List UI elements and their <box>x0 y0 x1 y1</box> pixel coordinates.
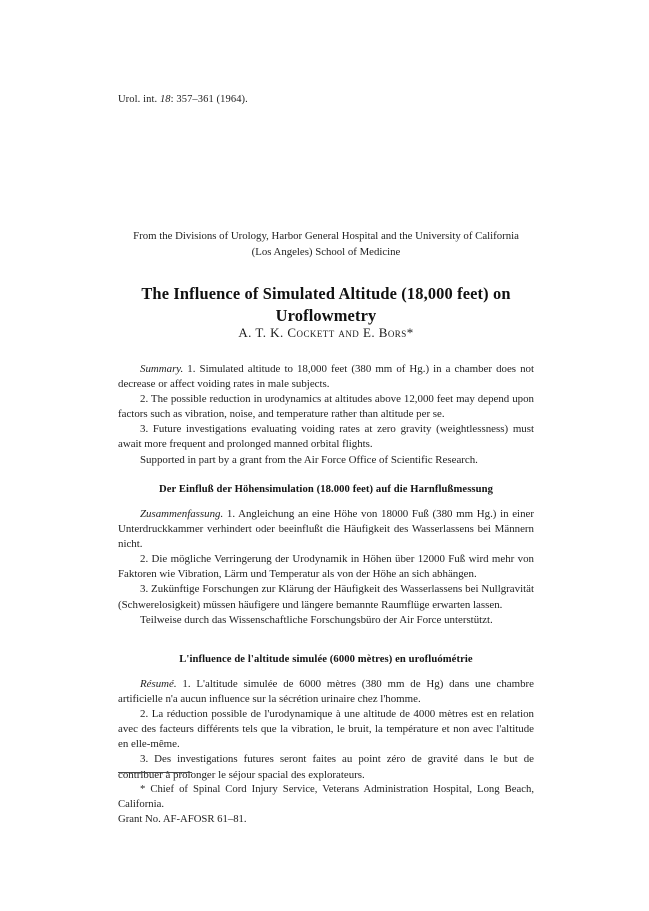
title-line-1: The Influence of Simulated Altitude (18,000 feet) on <box>141 283 511 303</box>
summary-en-text-1: 1. Simulated altitude to 18,000 feet (380 mm of Hg.) in a chamber does not decrease or affect voiding rates in male subjects. <box>118 363 534 391</box>
summary-fr-text-1: 1. L'altitude simulée de 6000 mètres (380 mm de Hg) dans une chambre artificielle n'a aucun influence sur la sécrétion urinaire chez l'homme. <box>118 678 534 706</box>
summary-de-paragraph-4: Teilweise durch das Wissenschaftliche Forschungsbüro der Air Force unterstützt. <box>140 613 493 626</box>
footnote-line-1: * Chief of Spinal Cord Injury Service, Veterans Administration Hospital, Long Beach, California. <box>118 783 534 810</box>
journal-pages: : 357–361 (1964). <box>170 94 248 105</box>
affiliation-line-2: (Los Angeles) School of Medicine <box>251 246 401 258</box>
summary-de-lead: Zusammenfassung. <box>140 508 224 520</box>
summary-de-paragraph-1 <box>118 507 534 552</box>
summary-de-paragraph-2: 2. Die mögliche Verringerung der Urodynamik in Höhen über 12000 Fuß wird mehr von Faktoren wie Vibration, Lärm und Temperatur als von der Höhe an sich abhängen. <box>118 553 534 581</box>
footnote <box>118 782 534 827</box>
author-list: A. T. K. Cockett and E. Bors* <box>238 325 414 340</box>
summary-german <box>118 507 534 628</box>
heading-french: L'influence de l'altitude simulée (6000 mètres) en urofluómétrie <box>179 654 473 665</box>
summary-fr-lead: Résumé. <box>140 678 177 690</box>
page-title <box>118 283 534 327</box>
summary-en-paragraph-4: Supported in part by a grant from the Air Force Office of Scientific Research. <box>140 453 478 466</box>
summary-fr-paragraph-1 <box>118 677 534 707</box>
summary-french <box>118 677 534 783</box>
footnote-line-2: Grant No. AF-AFOSR 61–81. <box>118 813 247 825</box>
summary-fr-paragraph-3: 3. Des investigations futures seront faites au point zéro de gravité dans le but de contribuer à prolonger le séjour spacial des explorateurs. <box>118 753 534 781</box>
affiliation <box>118 228 534 260</box>
journal-name: Urol. int. <box>118 94 160 105</box>
summary-en-paragraph-1 <box>118 362 534 392</box>
journal-volume: 18 <box>159 94 171 105</box>
affiliation-line-1: From the Divisions of Urology, Harbor General Hospital and the University of California <box>133 230 519 242</box>
summary-en-lead: Summary. <box>140 363 184 375</box>
summary-de-text-1: 1. Angleichung an eine Höhe von 18000 Fuß (380 mm Hg.) in einer Unterdruckkammer verhindert oder beeinflußt die Häufigkeit des Wasserlassens bei Männern nicht. <box>118 508 534 551</box>
summary-en-paragraph-3: 3. Future investigations evaluating voiding rates at zero gravity (weightlessness) must await more frequent and prolonged manned orbital flights. <box>118 423 534 451</box>
summary-en-paragraph-2: 2. The possible reduction in urodynamics at altitudes above 12,000 feet may depend upon factors such as vibration, noise, and temperature rather than altitude per se. <box>118 393 534 421</box>
summary-fr-paragraph-2: 2. La réduction possible de l'urodynamique à une altitude de 4000 mètres est en relation avec des facteurs différents tels que la vibration, le bruit, la température et non avec l'altitude en elle-même. <box>118 708 534 751</box>
title-line-2: Uroflowmetry <box>275 305 377 325</box>
heading-german: Der Einfluß der Höhensimulation (18.000 feet) auf die Harnflußmessung <box>158 484 494 495</box>
summary-english <box>118 362 534 468</box>
journal-reference <box>118 94 248 105</box>
footnote-divider <box>118 772 192 773</box>
summary-de-paragraph-3: 3. Zukünftige Forschungen zur Klärung der Häufigkeit des Wasserlassens bei Nullgravität (Schwerelosigkeit) müssen häufigere und längere bemannte Raumflüge erwarten lassen. <box>118 583 534 611</box>
